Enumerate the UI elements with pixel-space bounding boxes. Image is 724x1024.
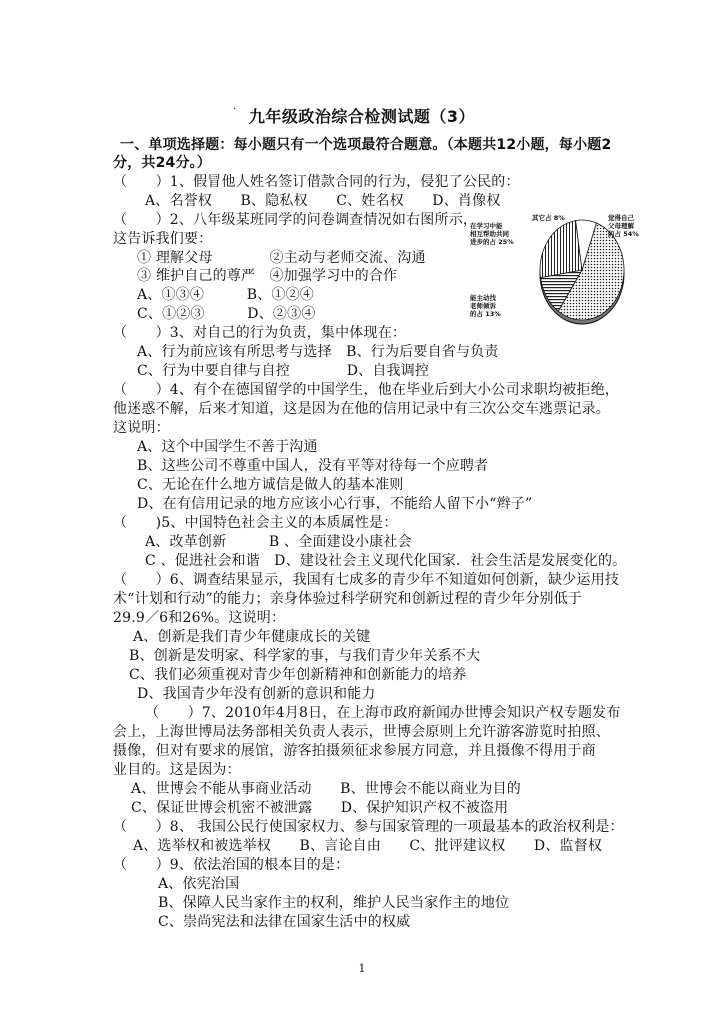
- q2-options-2: C、①②③ D、②③④: [137, 306, 316, 322]
- q6-stem-cont: 术“计划和行动”的能力；亲身体验过科学研究和创新过程的青少年分别低于: [113, 591, 583, 607]
- q4-option-a: A、这个中国学生不善于沟通: [137, 439, 318, 455]
- section-header: 一、单项选择题：每小题只有一个选项最符合题意。（本题共12小题，每小题2: [120, 137, 612, 153]
- pie-label: 在学习中能: [470, 222, 503, 230]
- q3-options-1: A、行为前应该有所思考与选择 B、行为后要自省与负责: [137, 344, 499, 360]
- pie-label: 进步的占 25%: [470, 238, 514, 246]
- q2-stem: （ ）2、八年级某班同学的问卷调查情况如右图所示，: [113, 212, 478, 228]
- pie-label: 相互帮助共同: [470, 230, 509, 238]
- q2-items-1: ① 理解父母 ②主动与老师交流、沟通: [137, 250, 426, 266]
- q7-stem: （ ）7、2010年4月8日，在上海市政府新闻办世博会知识产权专题发布: [145, 705, 621, 721]
- q4-stem: （ ）4、有个在德国留学的中国学生，他在毕业后到大小公司求职均被拒绝，: [113, 382, 620, 398]
- q6-option-d: D、我国青少年没有创新的意识和能力: [137, 686, 376, 702]
- q6-option-c: C、我们必须重视对青少年创新精神和创新能力的培养: [129, 667, 467, 683]
- q3-options-2: C、行为中要自律与自控 D、自我调控: [137, 363, 430, 379]
- q2-items-2: ③ 维护自己的尊严 ④加强学习中的合作: [137, 268, 398, 284]
- pie-label: 能主动找: [470, 294, 496, 302]
- q2-options-1: A、①③④ B、①②④: [137, 287, 314, 303]
- q1-options: A、名誉权 B、隐私权 C、姓名权 D、肖像权: [145, 193, 501, 209]
- q4-option-b: B、这些公司不尊重中国人，没有平等对待每一个应聘者: [137, 458, 489, 474]
- q6-option-b: B、创新是发明家、科学家的事，与我们青少年关系不大: [129, 648, 481, 664]
- q4-stem-cont2: 这说明：: [113, 420, 170, 436]
- q7-options-1: A、世博会不能从事商业活动 B、世博会不能以商业为目的: [131, 781, 521, 797]
- q6-stem: （ ）6、调查结果显示，我国有七成多的青少年不知道如何创新，缺少运用技: [113, 572, 620, 588]
- q1-stem: （ ）1、假冒他人姓名签订借款合同的行为，侵犯了公民的：: [113, 174, 520, 190]
- q7-stem-cont3: 业目的。这是因为：: [113, 762, 241, 778]
- q2-stem-cont: 这告诉我们要：: [113, 231, 213, 247]
- pie-slice: [540, 221, 582, 278]
- q9-option-a: A、依宪治国: [158, 876, 240, 892]
- q6-option-a: A、创新是我们青少年健康成长的关键: [133, 629, 371, 645]
- q9-stem: （ ）9、依法治国的根本目的是：: [113, 857, 350, 873]
- survey-pie-chart: [470, 212, 639, 332]
- q4-stem-cont: 他迷惑不解，后来才知道，这是因为在他的信用记录中有三次公交车逃票记录。: [113, 401, 610, 417]
- section-header-cont: 分，共24分。）: [113, 155, 212, 171]
- q4-option-c: C、无论在什么地方诚信是做人的基本准则: [137, 477, 404, 493]
- q5-stem: （ )5、中国特色社会主义的本质属性是：: [113, 515, 398, 531]
- pie-label: 老师倾诉: [470, 302, 496, 310]
- q8-stem: （ ）8、 我国公民行使国家权力、参与国家管理的一项最基本的政治权利是：: [113, 819, 624, 835]
- q6-stem-cont2: 29.9／6和26%。这说明：: [113, 610, 286, 626]
- pie-label: 的占 54%: [608, 230, 639, 238]
- q5-options-1: A、改革创新 B 、全面建设小康社会: [145, 534, 412, 550]
- pie-label: 其它占 8%: [532, 214, 565, 222]
- q3-stem: （ ）3、对自己的行为负责，集中体现在：: [113, 325, 407, 341]
- q7-options-2: C、保证世博会机密不被泄露 D、保护知识产权不被盗用: [131, 800, 509, 816]
- q8-options: A、选举权和被选举权 B、言论自由 C、批评建议权 D、监督权: [133, 838, 603, 854]
- page-title: 九年级政治综合检测试题（3）: [248, 107, 476, 126]
- q7-stem-cont2: 摄像，但对有要求的展馆，游客拍摄须征求参展方同意，并且摄像不得用于商: [113, 743, 596, 759]
- pie-label: 的占 13%: [470, 310, 501, 318]
- q7-stem-cont: 会上，上海世博局法务部相关负责人表示，世博会原则上允许游客游览时拍照、: [113, 724, 610, 740]
- q5-options-2: C 、促进社会和谐 D、建设社会主义现代化国家．社会生活是发展变化的。: [145, 553, 627, 569]
- page-number: 1: [358, 962, 366, 975]
- pie-label: 父母理解: [608, 222, 634, 230]
- decorative-mark: ·: [233, 104, 237, 115]
- q9-option-b: B、保障人民当家作主的权利，维护人民当家作主的地位: [158, 895, 510, 911]
- q9-option-c: C、崇尚宪法和法律在国家生活中的权威: [158, 914, 411, 930]
- q4-option-d: D、在有信用记录的地方应该小心行事，不能给人留下小“辫子”: [137, 496, 533, 512]
- pie-label: 觉得自己: [608, 214, 634, 222]
